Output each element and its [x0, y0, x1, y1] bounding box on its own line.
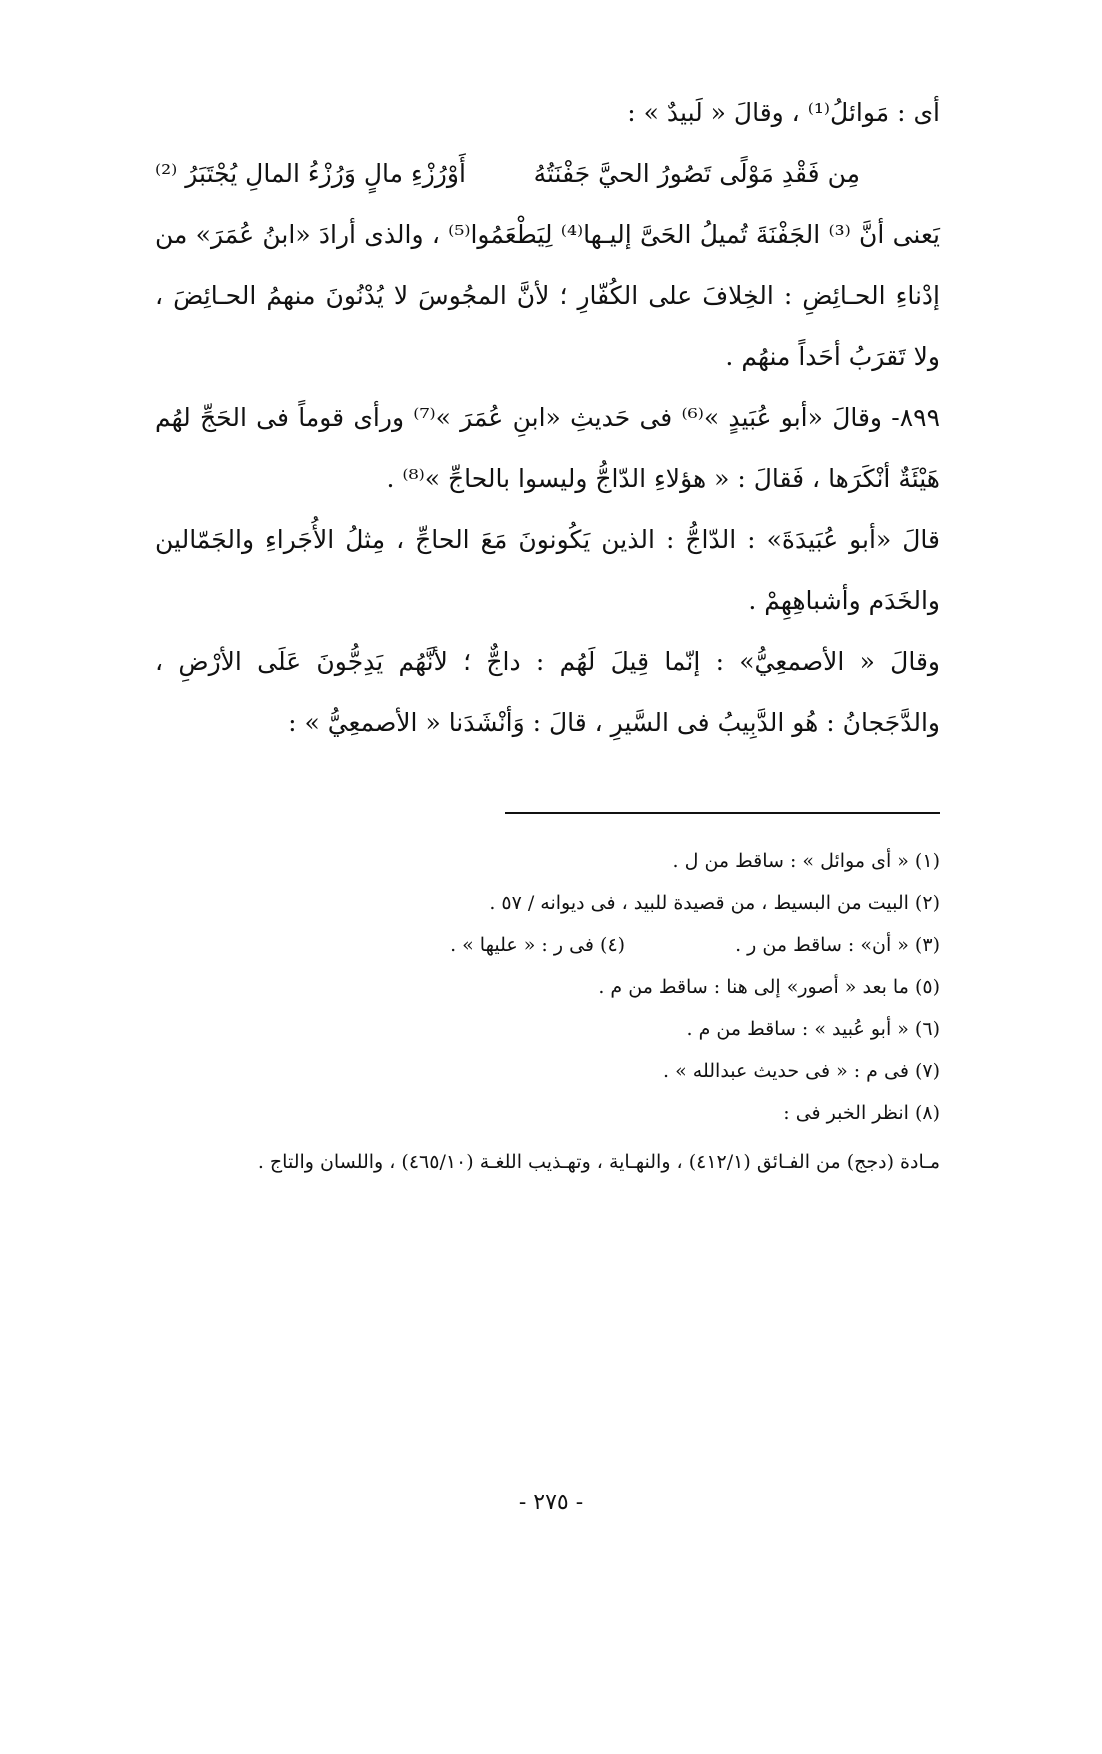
paragraph-1: يَعنى أنَّ ⁽³⁾ الجَفْنَةَ تُميلُ الحَىَّ إليـها⁽⁴⁾ لِيَطْعَمُوا⁽⁵⁾ ، والذى أرادَ «ابنُ عُمَرَ» من إدْناءِ الحـائِضِ : الخِلافَ على الكُفّارِ ؛ لأنَّ المجُوسَ لا يُدْنُونَ منهمُ الحـائِضَ ، ولا تَقرَبُ أحَداً منهُم . [155, 220, 940, 371]
footnotes [155, 840, 940, 1182]
opening-line: أى : مَوائلُ⁽¹⁾ ، وقالَ « لَبيدٌ » : [627, 98, 940, 127]
footnote-divider [505, 812, 940, 814]
poem-verse [155, 143, 940, 204]
footnote-1: (١) « أى موائل » : ساقط من ل . [672, 850, 940, 872]
footnote-5: (٥) ما بعد « أصور» إلى هنا : ساقط من م . [598, 976, 940, 998]
footnote-4: (٤) فى ر : « عليها » . [450, 934, 626, 956]
verse-hemistich-1: مِن فَقْدِ مَوْلًى تَصُورُ الحيَّ جَفْنَتُهُ [533, 159, 860, 188]
verse-hemistich-2: أَوْرُزْءِ مالٍ وَرُزْءُ المالِ يُجْتَبَرُ ⁽²⁾ [155, 159, 466, 188]
main-text [155, 82, 940, 753]
page-number: - ٢٧٥ - [518, 1490, 584, 1515]
footnote-8-body: مـادة (دجج) من الفـائق (٤١٢/١) ، والنهـاية ، وتهـذيب اللغـة (٤٦٥/١٠) ، واللسان والتاج . [257, 1151, 940, 1173]
paragraph-3: قالَ «أبو عُبَيدَةَ» : الدّاجُّ : الذين يَكُونونَ مَعَ الحاجِّ ، مِثلُ الأُجَراءِ والجَمّالين والخَدَم وأشباهِهِمْ . [155, 525, 940, 615]
footnote-row-3-4 [155, 924, 940, 966]
footnote-3: (٣) « أن» : ساقط من ر . [735, 934, 940, 956]
footnote-7: (٧) فى م : « فى حديث عبدالله » . [663, 1060, 940, 1082]
footnote-2: (٢) البيت من البسيط ، من قصيدة للبيد ، فى ديوانه / ٥٧ . [489, 892, 940, 914]
paragraph-4: وقالَ « الأصمعِيُّ» : إنّما قِيلَ لَهُم : داجٌّ ؛ لأنَّهُم يَدِجُّونَ عَلَى الأرْضِ ، والدَّجَجانُ : هُو الدَّبِيبُ فى السَّيرِ ، قالَ : وَأنْشَدَنا « الأصمعِيُّ » : [155, 647, 940, 737]
footnote-8: (٨) انظر الخبر فى : [783, 1102, 940, 1124]
paragraph-2: ٨٩٩- وقالَ «أبو عُبَيدٍ »⁽⁶⁾ فى حَديثِ «ابنِ عُمَرَ »⁽⁷⁾ ورأى قوماً فى الحَجِّ لهُم هَيْئَةٌ أنْكَرَها ، فَقالَ : « هؤلاءِ الدّاجُّ وليسوا بالحاجِّ »⁽⁸⁾ . [155, 403, 941, 493]
footnote-6: (٦) « أبو عُبيد » : ساقط من م . [686, 1018, 940, 1040]
